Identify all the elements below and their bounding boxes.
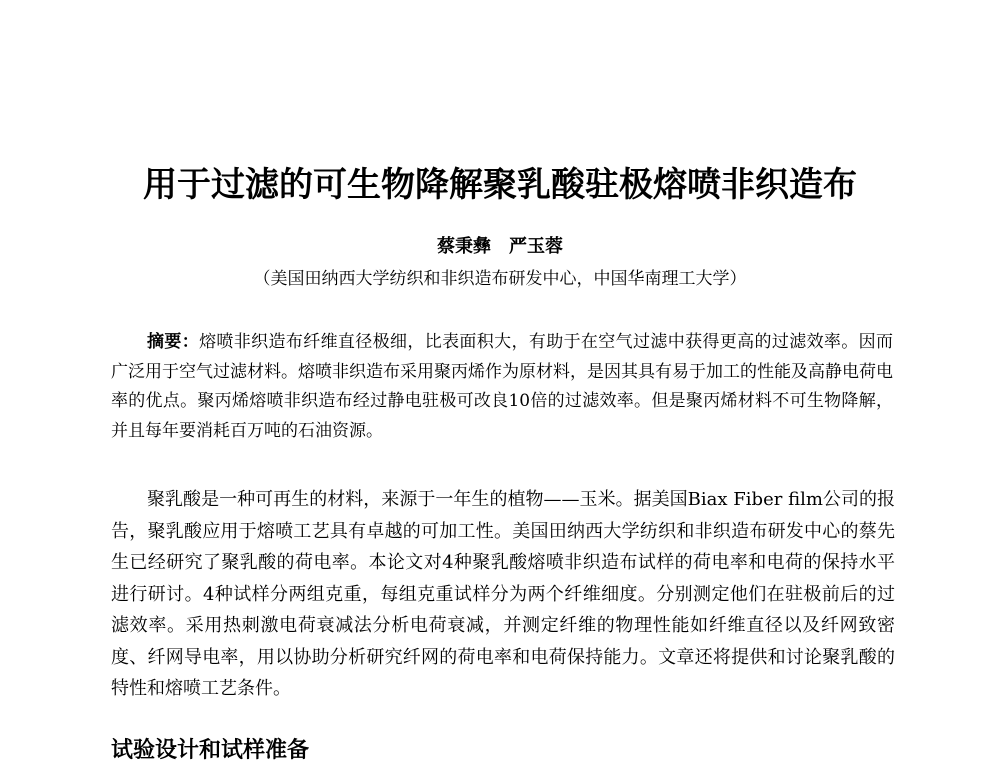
body-paragraph: 聚乳酸是一种可再生的材料，来源于一年生的植物——玉米。据美国Biax Fiber film公司的报告，聚乳酸应用于熔喷工艺具有卓越的可加工性。美国田纳西大学纺织和非织造布研发中心的蔡先生已经研究了聚乳酸的荷电率。本论文对4种聚乳酸熔喷非织造布试样的荷电率和电荷的保持水平进行研讨。4种试样分两组克重，每组克重试样分为两个纤维细度。分别测定他们在驻极前后的过滤效率。采用热刺激电荷衰减法分析电荷衰减，并测定纤维的物理性能如纤维直径以及纤网致密度、纤网导电率，用以协助分析研究纤网的荷电率和电荷保持能力。文章还将提供和讨论聚乳酸的特性和熔喷工艺条件。 — [111, 489, 895, 699]
abstract-paragraph — [111, 328, 893, 446]
abstract-label: 摘要： — [147, 332, 200, 352]
section-heading: 试验设计和试样准备 — [111, 738, 310, 760]
abstract-text: 熔喷非织造布纤维直径极细，比表面积大，有助于在空气过滤中获得更高的过滤效率。因而广泛用于空气过滤材料。熔喷非织造布采用聚丙烯作为原材料，是因其具有易于加工的性能及高静电荷电率的优点。聚丙烯熔喷非织造布经过静电驻极可改良10倍的过滤效率。但是聚丙烯材料不可生物降解，并且每年要消耗百万吨的石油资源。 — [111, 332, 894, 441]
paper-authors: 蔡秉彝 严玉蓉 — [437, 236, 563, 257]
paper-title: 用于过滤的可生物降解聚乳酸驻极熔喷非织造布 — [143, 165, 857, 205]
paper-affiliation: （美国田纳西大学纺织和非织造布研发中心，中国华南理工大学） — [253, 269, 747, 289]
